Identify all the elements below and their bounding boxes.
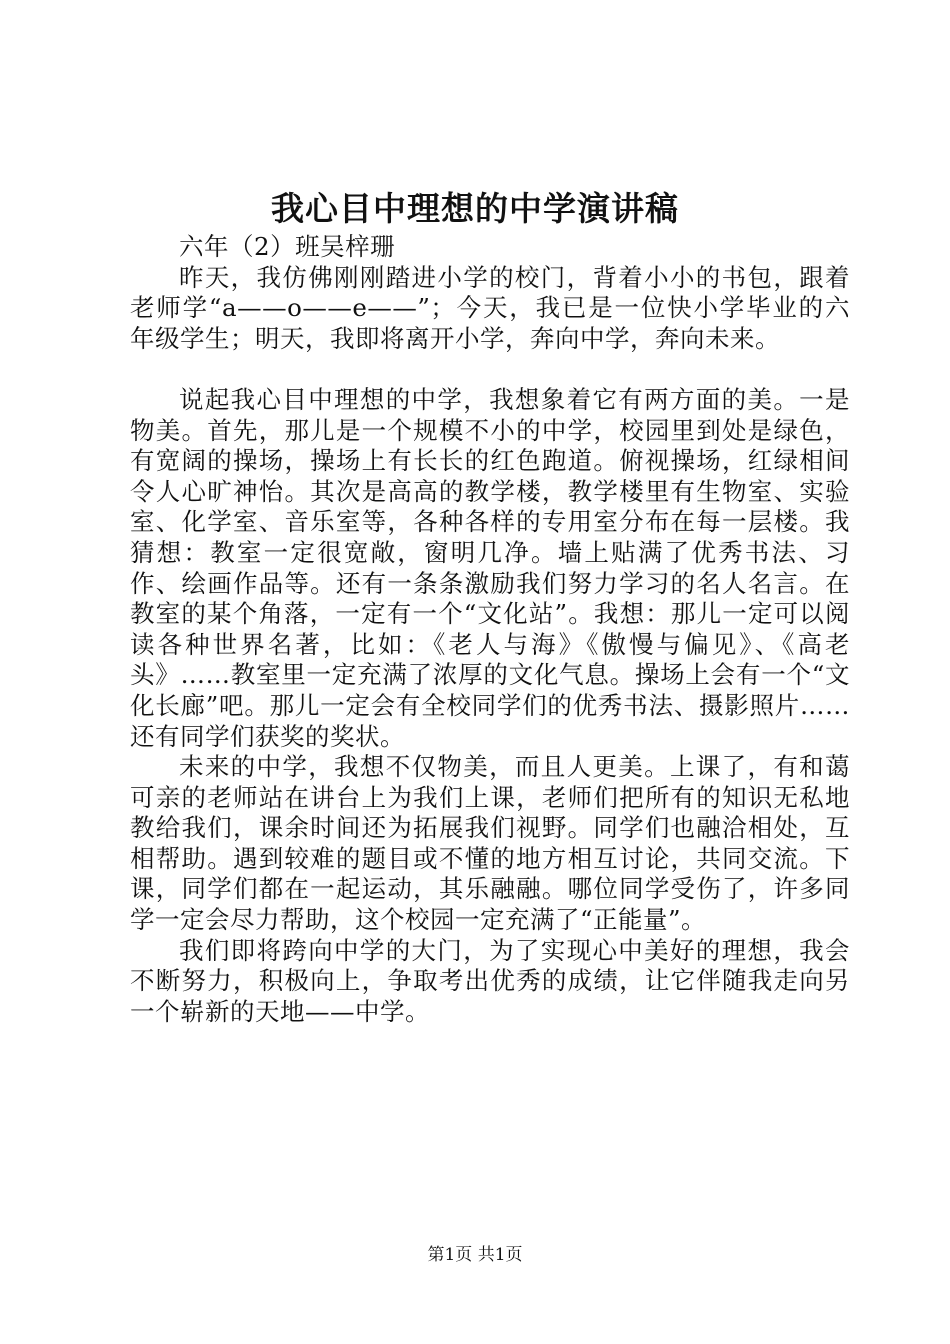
paragraph-intro: 昨天，我仿佛刚刚踏进小学的校门，背着小小的书包，跟着老师学“a——o——e——”；今天，我已是一位快小学毕业的六年级学生；明天，我即将离开小学，奔向中学，奔向未来。 xyxy=(130,262,850,353)
paragraph-physical-beauty: 说起我心目中理想的中学，我想象着它有两方面的美。一是物美。首先，那儿是一个规模不小的中学，校园里到处是绿色，有宽阔的操场，操场上有长长的红色跑道。俯视操场，红绿相间令人心旷神怡。其次是高高的教学楼，教学楼里有生物室、实验室、化学室、音乐室等，各种各样的专用室分布在每一层楼。我猜想：教室一定很宽敞，窗明几净。墙上贴满了优秀书法、习作、绘画作品等。还有一条条激励我们努力学习的名人名言。在教室的某个角落，一定有一个“文化站”。我想：那儿一定可以阅读各种世界名著，比如：《老人与海》《傲慢与偏见》、《高老头》……教室里一定充满了浓厚的文化气息。操场上会有一个“文化长廊”吧。那儿一定会有全校同学们的优秀书法、摄影照片……还有同学们获奖的奖状。 xyxy=(130,384,850,751)
page-footer: 第1页 共1页 xyxy=(427,1245,523,1265)
paragraph-people-beauty: 未来的中学，我想不仅物美，而且人更美。上课了，有和蔼可亲的老师站在讲台上为我们上课，老师们把所有的知识无私地教给我们，课余时间还为拓展我们视野。同学们也融洽相处，互相帮助。遇到较难的题目或不懂的地方相互讨论，共同交流。下课，同学们都在一起运动，其乐融融。哪位同学受伤了，许多同学一定会尽力帮助，这个校园一定充满了“正能量”。 xyxy=(130,752,850,935)
paragraph-conclusion: 我们即将跨向中学的大门，为了实现心中美好的理想，我会不断努力，积极向上，争取考出优秀的成绩，让它伴随我走向另一个崭新的天地——中学。 xyxy=(130,935,850,1026)
paragraph-spacer xyxy=(130,354,850,385)
document-body xyxy=(130,232,850,1027)
author-line: 六年（2）班吴梓珊 xyxy=(179,232,396,261)
document-title: 我心目中理想的中学演讲稿 xyxy=(271,189,679,228)
